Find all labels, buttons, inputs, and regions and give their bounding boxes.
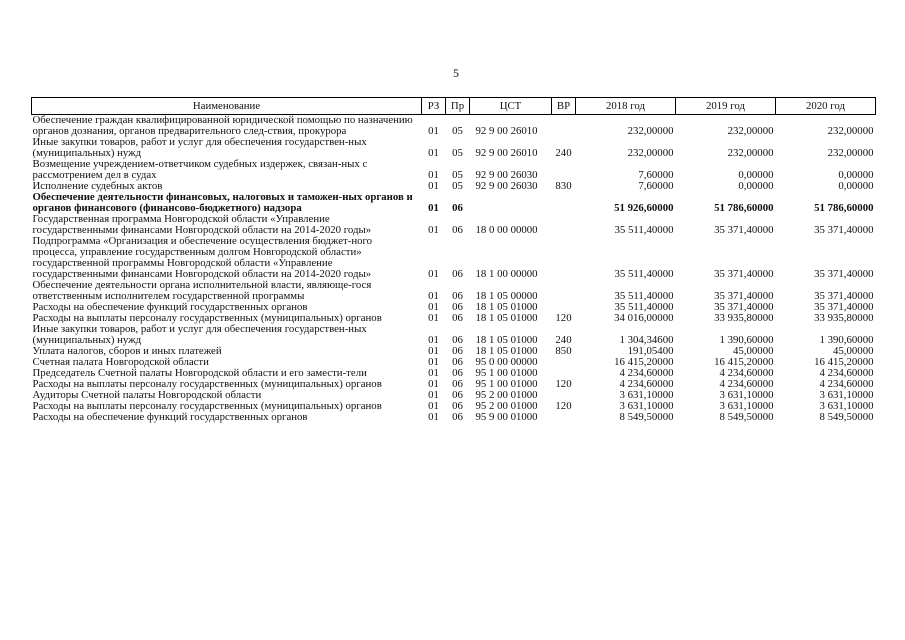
header-rz: РЗ [422, 98, 446, 115]
row-cst: 95 1 00 01000 [475, 367, 538, 379]
table-header [32, 98, 876, 115]
row-name: Расходы на выплаты персоналу государственных (муниципальных) органов [32, 378, 382, 390]
row-vr: 120 [555, 378, 572, 390]
row-2019: 0,00000 [738, 169, 774, 181]
row-name: Расходы на выплаты персоналу государственных (муниципальных) органов [32, 400, 382, 412]
row-cst: 95 2 00 01000 [475, 389, 538, 401]
row-2018: 8 549,50000 [619, 411, 674, 423]
table-row [32, 412, 876, 423]
row-2019: 1 390,60000 [719, 334, 774, 346]
row-pr: 06 [452, 202, 463, 214]
row-2020: 35 371,40000 [814, 224, 874, 236]
row-pr: 06 [452, 301, 463, 313]
row-pr: 06 [452, 367, 463, 379]
row-pr: 05 [452, 169, 463, 181]
table-row [32, 137, 876, 159]
row-vr: 830 [555, 180, 572, 192]
row-2020: 232,00000 [827, 125, 874, 137]
table-row [32, 192, 876, 214]
row-cst: 95 1 00 01000 [475, 378, 538, 390]
row-2019: 16 415,20000 [714, 356, 774, 368]
row-pr: 06 [452, 378, 463, 390]
table-row [32, 214, 876, 236]
row-rz: 01 [428, 180, 439, 192]
row-rz: 01 [428, 301, 439, 313]
row-rz: 01 [428, 334, 439, 346]
row-2019: 0,00000 [738, 180, 774, 192]
row-2019: 35 371,40000 [714, 301, 774, 313]
row-2020: 3 631,10000 [819, 389, 874, 401]
row-name: Счетная палата Новгородской области [32, 356, 209, 368]
row-name: Иные закупки товаров, работ и услуг для обеспечения государствен-ных (муниципальных) нужд [32, 323, 367, 346]
row-name: Возмещение учреждением-ответчиком судебных издержек, связан-ных с рассмотрением дел в судах [32, 158, 368, 181]
row-2020: 4 234,60000 [819, 378, 874, 390]
row-cst: 18 1 05 00000 [475, 290, 538, 302]
row-name: Государственная программа Новгородской области «Управление государственными финансами Новгородской области на 2014-2020 годы» [32, 213, 372, 236]
row-2018: 34 016,00000 [614, 312, 674, 324]
row-2020: 0,00000 [838, 180, 874, 192]
row-name: Расходы на выплаты персоналу государственных (муниципальных) органов [32, 312, 382, 324]
page-number: 5 [453, 66, 459, 80]
row-name: Обеспечение деятельности органа исполнительной власти, являюще-гося ответственным исполнителем государственной программы [32, 279, 372, 302]
row-cst: 18 1 05 01000 [475, 345, 538, 357]
header-2018: 2018 год [576, 98, 676, 115]
row-2019: 232,00000 [727, 147, 774, 159]
row-vr [552, 214, 576, 236]
row-2020: 232,00000 [827, 147, 874, 159]
row-cst: 92 9 00 26030 [475, 180, 538, 192]
row-rz: 01 [428, 367, 439, 379]
row-rz: 01 [428, 400, 439, 412]
row-2019: 4 234,60000 [719, 378, 774, 390]
row-cst: 18 0 00 00000 [475, 224, 538, 236]
table-row [32, 324, 876, 346]
row-rz: 01 [428, 268, 439, 280]
row-cst: 95 0 00 00000 [475, 356, 538, 368]
row-vr [552, 236, 576, 280]
row-pr: 06 [452, 334, 463, 346]
row-2018: 191,05400 [627, 345, 674, 357]
row-cst: 92 9 00 26010 [475, 125, 538, 137]
row-pr: 05 [452, 125, 463, 137]
row-2019: 35 371,40000 [714, 290, 774, 302]
row-vr [552, 159, 576, 181]
row-2018: 35 511,40000 [614, 301, 674, 313]
row-rz: 01 [428, 147, 439, 159]
header-2019: 2019 год [676, 98, 776, 115]
row-vr [552, 357, 576, 368]
row-2018: 51 926,60000 [614, 202, 674, 214]
row-rz: 01 [428, 312, 439, 324]
row-vr: 120 [555, 312, 572, 324]
row-2018: 4 234,60000 [619, 378, 674, 390]
row-2019: 3 631,10000 [719, 389, 774, 401]
row-2019: 232,00000 [727, 125, 774, 137]
row-2020: 4 234,60000 [819, 367, 874, 379]
row-pr: 05 [452, 180, 463, 192]
row-cst: 18 1 05 01000 [475, 301, 538, 313]
row-vr [552, 192, 576, 214]
row-2018: 3 631,10000 [619, 400, 674, 412]
row-pr: 06 [452, 411, 463, 423]
row-vr: 240 [555, 147, 572, 159]
row-name: Обеспечение деятельности финансовых, налоговых и таможен-ных органов и органов финансового (финансово-бюджетного) надзора [32, 191, 413, 214]
row-2019: 35 371,40000 [714, 224, 774, 236]
row-2020: 51 786,60000 [814, 202, 874, 214]
row-vr [552, 280, 576, 302]
row-vr [552, 412, 576, 423]
row-pr: 06 [452, 389, 463, 401]
row-2020: 1 390,60000 [819, 334, 874, 346]
row-2020: 35 371,40000 [814, 268, 874, 280]
row-2018: 7,60000 [638, 169, 674, 181]
row-2019: 33 935,80000 [714, 312, 774, 324]
row-name: Уплата налогов, сборов и иных платежей [32, 345, 222, 357]
row-2019: 8 549,50000 [719, 411, 774, 423]
header-pr: Пр [446, 98, 470, 115]
row-2019: 3 631,10000 [719, 400, 774, 412]
row-rz: 01 [428, 356, 439, 368]
row-cst: 18 1 05 01000 [475, 312, 538, 324]
header-cst: ЦСТ [470, 98, 552, 115]
row-rz: 01 [428, 169, 439, 181]
row-rz: 01 [428, 345, 439, 357]
row-2018: 16 415,20000 [614, 356, 674, 368]
row-2018: 35 511,40000 [614, 268, 674, 280]
row-2018: 1 304,34600 [619, 334, 674, 346]
row-2018: 7,60000 [638, 180, 674, 192]
table-row [32, 159, 876, 181]
row-2018: 4 234,60000 [619, 367, 674, 379]
row-cst: 18 1 05 01000 [475, 334, 538, 346]
row-2020: 16 415,20000 [814, 356, 874, 368]
row-cst [470, 192, 552, 214]
budget-table [31, 97, 876, 423]
row-2020: 45,00000 [833, 345, 874, 357]
row-pr: 05 [452, 147, 463, 159]
row-cst: 95 9 00 01000 [475, 411, 538, 423]
row-cst: 92 9 00 26010 [475, 147, 538, 159]
row-pr: 06 [452, 345, 463, 357]
row-pr: 06 [452, 268, 463, 280]
row-rz: 01 [428, 378, 439, 390]
row-rz: 01 [428, 224, 439, 236]
row-rz: 01 [428, 411, 439, 423]
table-row [32, 280, 876, 302]
row-2019: 4 234,60000 [719, 367, 774, 379]
row-vr [552, 115, 576, 138]
row-pr: 06 [452, 400, 463, 412]
table-row [32, 115, 876, 138]
row-name: Обеспечение граждан квалифицированной юридической помощью по назначению органов дознания, органов предварительного след-ствия, прокурора [32, 114, 413, 137]
row-name: Подпрограмма «Организация и обеспечение осуществления бюджет-ного процесса, управление государственным долгом Новгородской области» государственной программы Новгородской области «Управление государственными финансами Новгородской области на 2014-2020 годы» [32, 235, 373, 280]
row-pr: 06 [452, 224, 463, 236]
row-vr: 240 [555, 334, 572, 346]
row-2020: 8 549,50000 [819, 411, 874, 423]
row-name: Расходы на обеспечение функций государственных органов [32, 411, 308, 423]
row-vr: 120 [555, 400, 572, 412]
row-2019: 51 786,60000 [714, 202, 774, 214]
row-cst: 18 1 00 00000 [475, 268, 538, 280]
row-2018: 35 511,40000 [614, 224, 674, 236]
row-rz: 01 [428, 125, 439, 137]
row-name: Иные закупки товаров, работ и услуг для обеспечения государствен-ных (муниципальных) нужд [32, 136, 367, 159]
row-name: Исполнение судебных актов [32, 180, 163, 192]
row-pr: 06 [452, 312, 463, 324]
row-2020: 35 371,40000 [814, 290, 874, 302]
row-2018: 35 511,40000 [614, 290, 674, 302]
row-2020: 35 371,40000 [814, 301, 874, 313]
row-rz: 01 [428, 389, 439, 401]
row-name: Расходы на обеспечение функций государственных органов [32, 301, 308, 313]
table-body [32, 115, 876, 424]
row-2019: 45,00000 [733, 345, 774, 357]
row-name: Председатель Счетной палаты Новгородской области и его замести-тели [32, 367, 367, 379]
row-name: Аудиторы Счетной палаты Новгородской области [32, 389, 262, 401]
row-2018: 232,00000 [627, 147, 674, 159]
header-vr: ВР [552, 98, 576, 115]
row-pr: 06 [452, 290, 463, 302]
row-2020: 3 631,10000 [819, 400, 874, 412]
table-row [32, 236, 876, 280]
row-2018: 232,00000 [627, 125, 674, 137]
row-2020: 0,00000 [838, 169, 874, 181]
row-cst: 92 9 00 26030 [475, 169, 538, 181]
row-pr: 06 [452, 356, 463, 368]
row-2018: 3 631,10000 [619, 389, 674, 401]
row-rz: 01 [428, 202, 439, 214]
row-2019: 35 371,40000 [714, 268, 774, 280]
row-2020: 33 935,80000 [814, 312, 874, 324]
header-name: Наименование [32, 98, 422, 115]
header-2020: 2020 год [776, 98, 876, 115]
row-cst: 95 2 00 01000 [475, 400, 538, 412]
row-rz: 01 [428, 290, 439, 302]
row-vr: 850 [555, 345, 572, 357]
